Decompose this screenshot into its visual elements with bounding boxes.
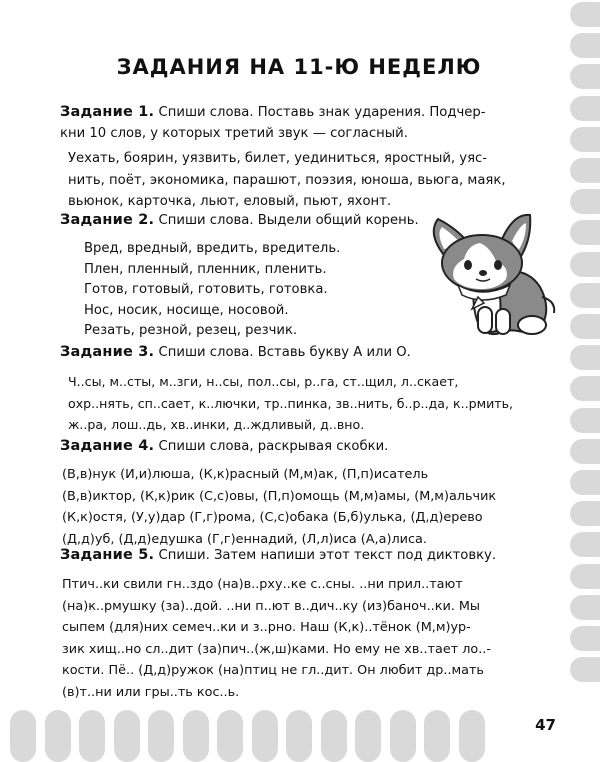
task-5-line: кости. Пё.. (Д,д)ружок (на)птиц не гл..дит. Он любит др..мать [62,663,484,678]
task-3-line: ж..ра, лош..дь, хв..инки, д..ждливый, д..вно. [68,417,365,432]
task-4-instruction: Спиши слова, раскрывая скобки. [158,439,389,454]
edge-tab [570,532,600,557]
edge-tab [183,710,209,762]
edge-tab [570,33,600,58]
task-1-label: Задание 1. [60,104,155,120]
task-1-line: нить, поёт, экономика, парашют, поэзия, юноша, вьюга, маяк, [68,172,506,188]
edge-tab [570,189,600,214]
edge-tab [570,127,600,152]
edge-tab [570,283,600,308]
task-1-header [60,102,538,144]
task-4-header [60,436,538,457]
page-number: 47 [535,716,556,734]
task-1-instruction: Спиши слова. Поставь знак ударения. Подчер- [158,105,486,120]
edge-tab [459,710,485,762]
edge-tab [217,710,243,762]
task-2-line: Нос, носик, носище, носовой. [84,302,289,318]
edge-tab [355,710,381,762]
task-3-line: охр..нять, сп..сает, к..лючки, тр..пинка, зв..нить, б..р..да, к..рмить, [68,395,514,411]
edge-tab [570,220,600,245]
edge-tab [570,657,600,682]
task-3-words [68,371,513,436]
puppy-illustration [418,205,563,340]
edge-tab [570,345,600,370]
edge-tab [570,439,600,464]
task-3-header [60,342,538,363]
task-2-words [84,239,340,342]
edge-tab [114,710,140,762]
task-1-line: вьюнок, карточка, льют, еловый, пьют, яхонт. [68,194,392,209]
task-5-text [62,574,491,703]
task-5-line: (на)к..рмушку (за)..дой. ..ни п..ют в..дич..ку (из)баноч..ки. Мы [62,598,481,614]
task-5-line: сыпем (для)них семеч..ки и з..рно. Наш (К,к)..тёнок (М,м)ур- [62,620,471,635]
task-3-instruction: Спиши слова. Вставь букву А или О. [158,345,411,360]
edge-tab [570,470,600,495]
edge-tab [570,408,600,433]
task-4-label: Задание 4. [60,438,155,454]
task-2-instruction: Спиши слова. Выдели общий корень. [158,213,419,228]
task-2-line: Резать, резной, резец, резчик. [84,323,298,338]
task-1-line: Уехать, боярин, уязвить, билет, уединиться, яростный, уяс- [68,151,488,166]
edge-tab [570,158,600,183]
task-3-label: Задание 3. [60,344,155,360]
task-5-instruction: Спиши. Затем напиши этот текст под диктовку. [158,548,497,563]
edge-tab [252,710,278,762]
task-4-words [62,464,496,550]
edge-tab [570,64,600,89]
edge-tab [424,710,450,762]
edge-tab [570,626,600,651]
edge-tab [148,710,174,762]
edge-tab [570,501,600,526]
task-1-instruction-cont: кни 10 слов, у которых третий звук — согласный. [60,126,408,141]
task-4-line: (К,к)остя, (У,у)дар (Г,г)рома, (С,с)обака (Б,б)улька, (Д,д)ерево [62,510,483,525]
edge-tab [570,2,600,27]
edge-tab [570,314,600,339]
right-edge-tabs [554,2,600,702]
task-4-line: (В,в)нук (И,и)люша, (К,к)расный (М,м)ак, (П,п)исатель [62,467,429,482]
task-5-line: (в)т..ни или гры..ть кос..ь. [62,684,240,700]
edge-tab [570,564,600,589]
task-3-line: Ч..сы, м..сты, м..зги, н..сы, пол..сы, р..га, ст..щил, л..скает, [68,374,459,389]
task-1-words [68,148,506,213]
edge-tab [286,710,312,762]
task-4-line: (В,в)иктор, (К,к)рик (С,с)овы, (П,п)омощь (М,м)амы, (М,м)альчик [62,488,497,504]
task-2-label: Задание 2. [60,212,155,228]
page-title: ЗАДАНИЯ НА 11-Ю НЕДЕЛЮ [116,55,482,79]
edge-tab [321,710,347,762]
task-2-line: Плен, пленный, пленник, пленить. [84,261,327,277]
edge-tab [79,710,105,762]
task-4-line: (Д,д)уб, (Д,д)едушка (Г,г)еннадий, (Л,л)иса (А,а)лиса. [62,531,427,547]
task-2-line: Вред, вредный, вредить, вредитель. [84,241,341,256]
edge-tab [570,376,600,401]
edge-tab [45,710,71,762]
edge-tab [570,96,600,121]
edge-tab [10,710,36,762]
task-5-line: зик хищ..но сл..дит (за)пич..(ж,ш)ками. Но ему не хв..тает ло..- [62,641,491,657]
edge-tab [570,252,600,277]
edge-tab [570,595,600,620]
task-5-header [60,545,538,566]
task-5-label: Задание 5. [60,547,155,563]
task-5-line: Птич..ки свили гн..здо (на)в..рху..ке с..сны. ..ни прил..тают [62,577,463,592]
edge-tab [390,710,416,762]
task-2-line: Готов, готовый, готовить, готовка. [84,282,328,297]
